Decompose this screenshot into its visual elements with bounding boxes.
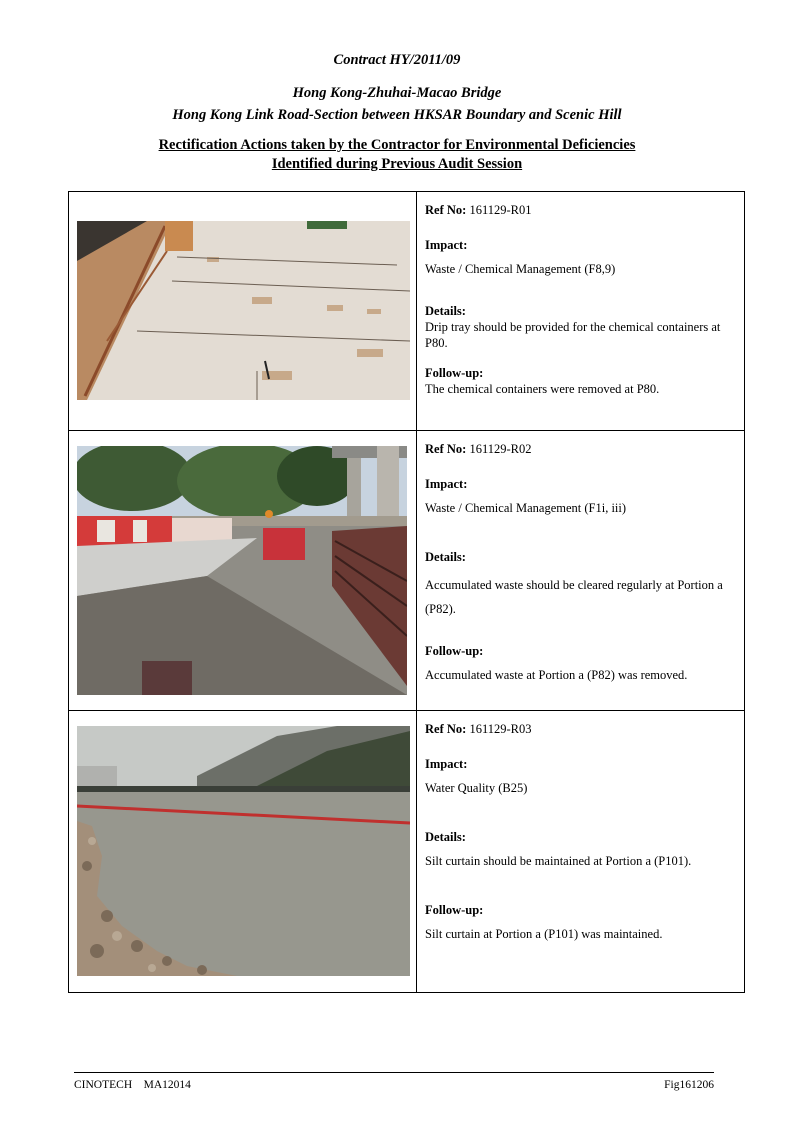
impact-value: Water Quality (B25) (425, 781, 528, 795)
site-photo-r03 (77, 726, 410, 976)
ref-line (425, 441, 738, 457)
details-value: Drip tray should be provided for the chemical containers at P80. (425, 320, 721, 350)
details-label: Details: (425, 830, 466, 844)
contract-number: Contract HY/2011/09 (333, 52, 461, 68)
record-text-cell (417, 192, 745, 431)
page-title-line2: Identified during Previous Audit Session (271, 156, 523, 172)
ref-label: Ref No: (425, 442, 467, 456)
followup-label: Follow-up: (425, 903, 484, 917)
ref-value: 161129-R01 (469, 203, 532, 217)
site-photo-r02 (77, 446, 407, 695)
impact-label: Impact: (425, 238, 468, 252)
footer-right: Fig161206 (664, 1079, 714, 1091)
rectification-table (68, 191, 745, 993)
record-text-cell (417, 431, 745, 711)
details-label: Details: (425, 550, 466, 564)
followup-value: Silt curtain at Portion a (P101) was maintained. (425, 927, 663, 941)
ref-label: Ref No: (425, 722, 467, 736)
footer-divider (74, 1072, 714, 1073)
impact-value: Waste / Chemical Management (F1i, iii) (425, 501, 627, 515)
ref-value: 161129-R02 (469, 442, 532, 456)
ref-label: Ref No: (425, 203, 467, 217)
details-value: Silt curtain should be maintained at Portion a (P101). (425, 854, 692, 868)
followup-value: Accumulated waste at Portion a (P82) was removed. (425, 668, 688, 682)
impact-label: Impact: (425, 757, 468, 771)
details-value: Accumulated waste should be cleared regularly at Portion a (P82). (425, 578, 723, 616)
table-row (69, 192, 745, 431)
table-row (69, 431, 745, 711)
followup-label: Follow-up: (425, 366, 484, 380)
impact-label: Impact: (425, 477, 468, 491)
site-photo-r01 (77, 221, 410, 400)
details-label: Details: (425, 304, 466, 318)
followup-label: Follow-up: (425, 644, 484, 658)
record-text-cell (417, 711, 745, 993)
ref-line (425, 721, 738, 737)
footer-left: CINOTECH MA12014 (74, 1079, 191, 1091)
photo-cell (69, 192, 417, 431)
project-title-line2: Hong Kong Link Road-Section between HKSAR Boundary and Scenic Hill (172, 107, 622, 123)
photo-cell (69, 711, 417, 993)
ref-line (425, 202, 738, 218)
impact-value: Waste / Chemical Management (F8,9) (425, 262, 616, 276)
photo-cell (69, 431, 417, 711)
ref-value: 161129-R03 (469, 722, 532, 736)
page-title-line1: Rectification Actions taken by the Contractor for Environmental Deficiencies (158, 137, 636, 153)
table-row (69, 711, 745, 993)
followup-value: The chemical containers were removed at P80. (425, 382, 660, 396)
project-title-line1: Hong Kong-Zhuhai-Macao Bridge (292, 85, 502, 101)
